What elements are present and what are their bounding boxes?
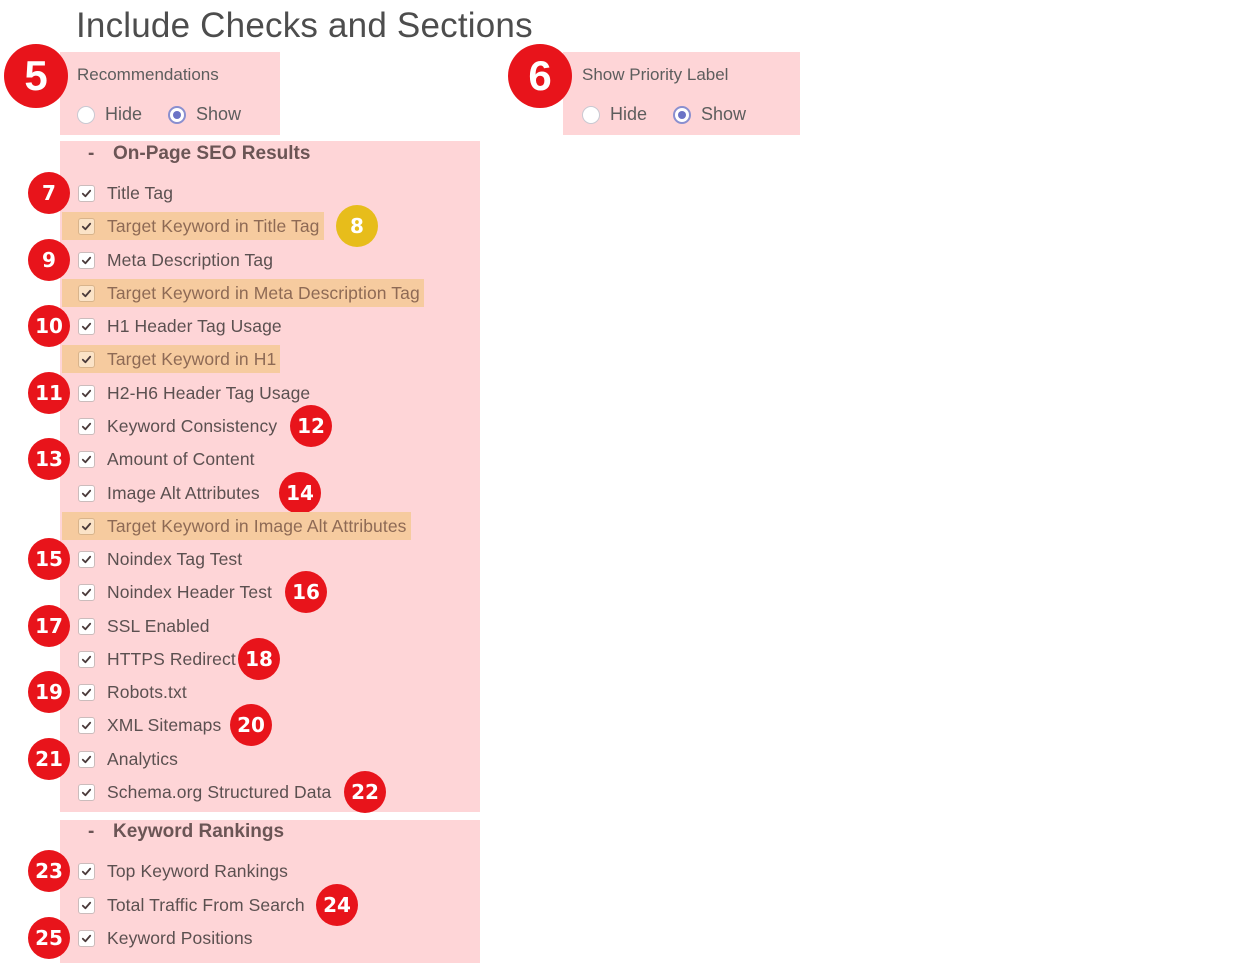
check-row[interactable] xyxy=(78,857,288,885)
checkmark-icon xyxy=(81,933,92,944)
checkmark-icon xyxy=(81,388,92,399)
check-label[interactable]: Meta Description Tag xyxy=(107,249,274,270)
priority-label-label: Show Priority Label xyxy=(582,65,729,84)
checkbox[interactable] xyxy=(78,185,95,202)
check-label[interactable]: Total Traffic From Search xyxy=(107,894,305,915)
annotation-badge-17: 17 xyxy=(28,605,70,647)
annotation-badge-9: 9 xyxy=(28,239,70,281)
annotation-badge-14: 14 xyxy=(279,472,321,514)
check-row[interactable] xyxy=(78,924,253,952)
checkmark-icon xyxy=(81,288,92,299)
check-row[interactable] xyxy=(78,612,210,640)
annotation-badge-20: 20 xyxy=(230,704,272,746)
annotation-badge-7: 7 xyxy=(28,172,70,214)
annotation-badge-12: 12 xyxy=(290,405,332,447)
check-label[interactable]: Target Keyword in Image Alt Attributes xyxy=(107,515,407,536)
checkmark-icon xyxy=(81,866,92,877)
checkmark-icon xyxy=(81,754,92,765)
collapse-icon[interactable]: - xyxy=(88,143,95,164)
keyword-rankings-header[interactable] xyxy=(88,821,284,843)
checkbox[interactable] xyxy=(78,551,95,568)
recommendations-hide-radio[interactable] xyxy=(77,106,95,124)
checkmark-icon xyxy=(81,321,92,332)
onpage-seo-header[interactable] xyxy=(88,143,310,165)
check-row-subitem[interactable] xyxy=(62,512,411,540)
check-row[interactable] xyxy=(78,412,277,440)
check-label[interactable]: Noindex Tag Test xyxy=(107,548,243,569)
recommendations-label: Recommendations xyxy=(77,65,219,84)
check-row[interactable] xyxy=(78,545,242,573)
check-row[interactable] xyxy=(78,179,173,207)
checkbox[interactable] xyxy=(78,418,95,435)
checkmark-icon xyxy=(81,354,92,365)
check-label[interactable]: Amount of Content xyxy=(107,448,255,469)
check-row-subitem[interactable] xyxy=(62,279,424,307)
priority-label-radio-group xyxy=(582,104,772,125)
check-row[interactable] xyxy=(78,578,272,606)
annotation-badge-6: 6 xyxy=(508,44,572,108)
checkbox[interactable] xyxy=(78,684,95,701)
collapse-icon[interactable]: - xyxy=(88,821,95,842)
page-title: Include Checks and Sections xyxy=(76,6,533,45)
annotation-badge-21: 21 xyxy=(28,738,70,780)
check-row[interactable] xyxy=(78,379,310,407)
checkbox[interactable] xyxy=(78,584,95,601)
checkmark-icon xyxy=(81,521,92,532)
checkbox[interactable] xyxy=(78,717,95,734)
annotation-badge-13: 13 xyxy=(28,438,70,480)
check-row-subitem[interactable] xyxy=(62,212,324,240)
checkmark-icon xyxy=(81,900,92,911)
check-row[interactable] xyxy=(78,711,221,739)
onpage-seo-header-label: On-Page SEO Results xyxy=(113,143,311,164)
annotation-badge-22: 22 xyxy=(344,771,386,813)
check-row-subitem[interactable] xyxy=(62,345,280,373)
checkbox[interactable] xyxy=(78,252,95,269)
checkmark-icon xyxy=(81,255,92,266)
priority-hide-radio[interactable] xyxy=(582,106,600,124)
annotation-badge-10: 10 xyxy=(28,305,70,347)
checkbox[interactable] xyxy=(78,318,95,335)
checkmark-icon xyxy=(81,421,92,432)
check-label[interactable]: Target Keyword in Meta Description Tag xyxy=(107,282,420,303)
checkbox[interactable] xyxy=(78,863,95,880)
check-row[interactable] xyxy=(78,312,282,340)
recommendations-hide-label[interactable]: Hide xyxy=(105,104,143,124)
checkbox[interactable] xyxy=(78,897,95,914)
recommendations-show-radio[interactable] xyxy=(168,106,186,124)
check-label[interactable]: H1 Header Tag Usage xyxy=(107,315,282,336)
checkmark-icon xyxy=(81,554,92,565)
annotation-badge-15: 15 xyxy=(28,538,70,580)
check-label[interactable]: Target Keyword in H1 xyxy=(107,348,277,369)
check-row[interactable] xyxy=(78,246,273,274)
check-row[interactable] xyxy=(78,891,305,919)
checkbox[interactable] xyxy=(78,751,95,768)
check-label[interactable]: H2-H6 Header Tag Usage xyxy=(107,382,311,403)
check-label[interactable]: XML Sitemaps xyxy=(107,714,222,735)
checkbox[interactable] xyxy=(78,618,95,635)
priority-show-radio[interactable] xyxy=(673,106,691,124)
annotation-badge-19: 19 xyxy=(28,671,70,713)
checkbox[interactable] xyxy=(78,451,95,468)
annotation-badge-18: 18 xyxy=(238,638,280,680)
checkmark-icon xyxy=(81,720,92,731)
annotation-badge-8: 8 xyxy=(336,205,378,247)
checkmark-icon xyxy=(81,587,92,598)
checkbox[interactable] xyxy=(78,351,95,368)
check-label[interactable]: Schema.org Structured Data xyxy=(107,781,332,802)
check-label[interactable]: Noindex Header Test xyxy=(107,581,273,602)
checkmark-icon xyxy=(81,654,92,665)
check-label[interactable]: Analytics xyxy=(107,748,178,769)
check-row[interactable] xyxy=(78,479,260,507)
checkmark-icon xyxy=(81,687,92,698)
checkbox[interactable] xyxy=(78,218,95,235)
check-label[interactable]: Robots.txt xyxy=(107,681,187,702)
check-label[interactable]: Title Tag xyxy=(107,182,174,203)
check-row[interactable] xyxy=(78,445,255,473)
priority-hide-label[interactable]: Hide xyxy=(610,104,648,124)
annotation-badge-23: 23 xyxy=(28,850,70,892)
check-label[interactable]: Keyword Consistency xyxy=(107,415,278,436)
check-label[interactable]: Image Alt Attributes xyxy=(107,482,260,503)
check-label[interactable]: SSL Enabled xyxy=(107,615,210,636)
checkmark-icon xyxy=(81,454,92,465)
check-row[interactable] xyxy=(78,745,178,773)
checkbox[interactable] xyxy=(78,485,95,502)
priority-show-label[interactable]: Show xyxy=(701,104,747,124)
annotation-badge-5: 5 xyxy=(4,44,68,108)
checkmark-icon xyxy=(81,621,92,632)
checkbox[interactable] xyxy=(78,285,95,302)
checkbox[interactable] xyxy=(78,930,95,947)
checkbox[interactable] xyxy=(78,385,95,402)
recommendations-show-label[interactable]: Show xyxy=(196,104,242,124)
check-label[interactable]: Keyword Positions xyxy=(107,927,253,948)
checkbox[interactable] xyxy=(78,651,95,668)
check-row[interactable] xyxy=(78,778,331,806)
keyword-rankings-header-label: Keyword Rankings xyxy=(113,821,285,842)
check-label[interactable]: Top Keyword Rankings xyxy=(107,860,288,881)
checkmark-icon xyxy=(81,488,92,499)
checkbox[interactable] xyxy=(78,518,95,535)
checkmark-icon xyxy=(81,221,92,232)
recommendations-radio-group xyxy=(77,104,267,125)
annotation-badge-25: 25 xyxy=(28,917,70,959)
checkbox[interactable] xyxy=(78,784,95,801)
annotation-badge-16: 16 xyxy=(285,571,327,613)
check-label[interactable]: Target Keyword in Title Tag xyxy=(107,215,320,236)
annotation-badge-11: 11 xyxy=(28,372,70,414)
check-row[interactable] xyxy=(78,678,187,706)
check-row[interactable] xyxy=(78,645,236,673)
checkmark-icon xyxy=(81,787,92,798)
checkmark-icon xyxy=(81,188,92,199)
annotation-badge-24: 24 xyxy=(316,884,358,926)
check-label[interactable]: HTTPS Redirect xyxy=(107,648,236,669)
